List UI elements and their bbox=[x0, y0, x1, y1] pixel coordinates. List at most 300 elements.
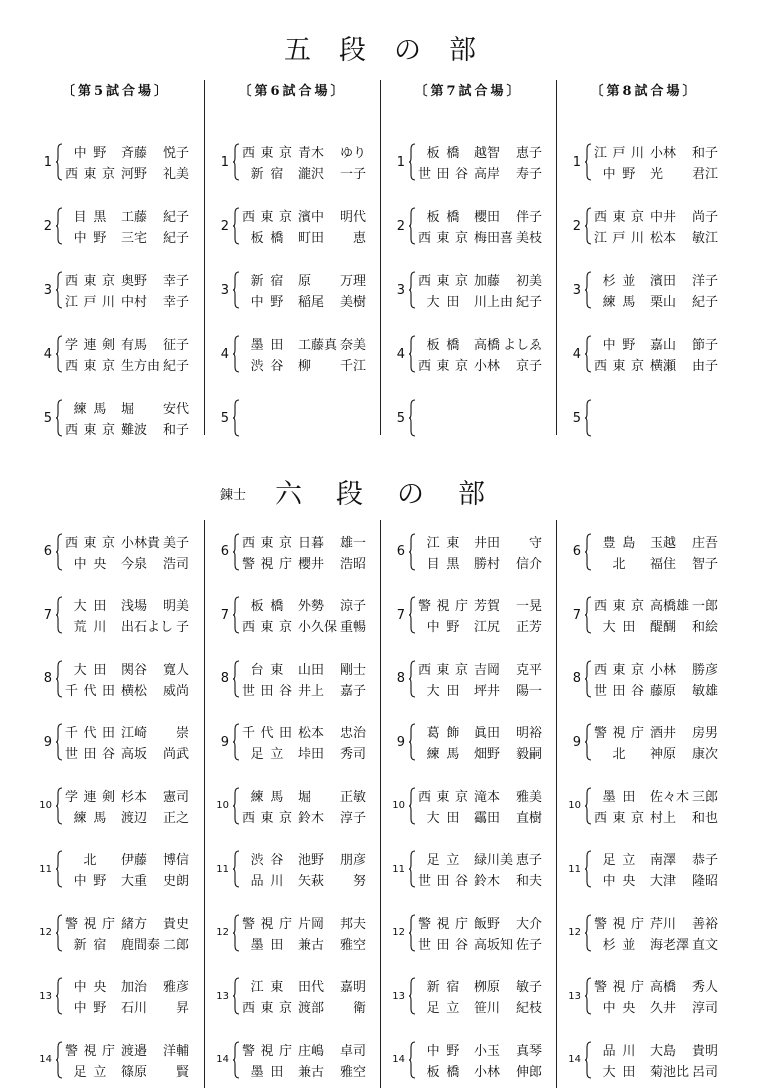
match-list bbox=[28, 520, 204, 1092]
player-name bbox=[474, 743, 542, 762]
player-name bbox=[298, 206, 366, 225]
team-char: 葛 bbox=[426, 726, 440, 742]
player-name bbox=[650, 976, 718, 995]
given-name: 君江 bbox=[691, 167, 718, 182]
player-name bbox=[474, 206, 542, 225]
given-name: 一子 bbox=[339, 167, 366, 182]
bracket-brace bbox=[408, 271, 416, 309]
team-name bbox=[594, 1061, 644, 1080]
bracket-brace bbox=[232, 660, 240, 698]
match-row bbox=[563, 584, 732, 648]
team-char: 江 bbox=[594, 146, 608, 161]
match-number: 14 bbox=[568, 1054, 581, 1066]
team-name: 北 bbox=[83, 853, 97, 869]
player-name bbox=[650, 616, 718, 635]
team-char: 代 bbox=[83, 683, 97, 699]
player-name bbox=[121, 227, 189, 246]
match-number: 2 bbox=[572, 218, 581, 234]
family-name: 工藤真 bbox=[298, 338, 338, 353]
player-entry bbox=[65, 996, 189, 1017]
player-entry bbox=[242, 869, 366, 890]
match-number: 1 bbox=[396, 154, 405, 170]
given-name: 和夫 bbox=[515, 874, 542, 890]
family-name: 菊池比 bbox=[650, 1064, 690, 1080]
team-char: 江 bbox=[594, 231, 608, 246]
given-name: 伴子 bbox=[515, 210, 542, 225]
bracket-brace bbox=[408, 723, 416, 761]
player-name bbox=[121, 270, 189, 289]
bracket-brace bbox=[55, 399, 63, 437]
team-char: 谷 bbox=[270, 359, 284, 374]
family-name: 田代 bbox=[298, 980, 325, 996]
player-name bbox=[474, 1061, 542, 1080]
section-6dan bbox=[28, 520, 732, 1088]
team-char: 東 bbox=[83, 274, 97, 289]
player-entry bbox=[242, 333, 366, 354]
team-char: 西 bbox=[65, 423, 79, 438]
bracket-brace bbox=[584, 335, 592, 373]
team-char: 橋 bbox=[446, 1064, 460, 1080]
family-name: 庄嶋 bbox=[298, 1043, 325, 1059]
given-name: 尚武 bbox=[162, 747, 189, 763]
player-entry bbox=[418, 869, 542, 890]
match-number: 8 bbox=[396, 671, 405, 687]
player-name bbox=[474, 163, 542, 182]
team-name bbox=[65, 553, 115, 572]
given-name: 衛 bbox=[352, 1001, 366, 1017]
team-char: 東 bbox=[260, 620, 274, 636]
match-row bbox=[563, 901, 732, 965]
player-name bbox=[474, 532, 542, 551]
player-pair bbox=[418, 269, 542, 311]
match-number: 11 bbox=[568, 863, 581, 875]
player-entry bbox=[65, 975, 189, 996]
family-name: 渡邉 bbox=[121, 1043, 148, 1059]
player-entry bbox=[65, 615, 189, 636]
player-pair bbox=[594, 269, 718, 311]
family-name: 玉越 bbox=[650, 535, 677, 551]
team-name bbox=[242, 595, 292, 614]
team-char: 東 bbox=[260, 535, 274, 551]
team-char: 飾 bbox=[446, 726, 460, 742]
given-name: 恵子 bbox=[515, 853, 542, 869]
team-char: 西 bbox=[594, 810, 608, 826]
given-name: 和子 bbox=[691, 146, 718, 161]
player-name bbox=[474, 913, 542, 932]
given-name: 貴史 bbox=[162, 916, 189, 932]
player-entry bbox=[242, 290, 366, 311]
team-char: 田 bbox=[622, 789, 636, 805]
player-pair bbox=[418, 912, 542, 954]
team-name bbox=[418, 849, 468, 868]
team-char: 大 bbox=[73, 662, 87, 678]
team-char: 新 bbox=[426, 980, 440, 996]
player-entry bbox=[65, 290, 189, 311]
team-name bbox=[242, 786, 292, 805]
family-name: 石川 bbox=[121, 1001, 148, 1017]
bracket-brace bbox=[584, 723, 592, 761]
team-char: 田 bbox=[83, 747, 97, 763]
given-name: 朋彦 bbox=[339, 853, 366, 869]
team-char: 練 bbox=[426, 747, 440, 763]
family-name: 稲尾 bbox=[298, 295, 325, 310]
player-name bbox=[650, 355, 718, 374]
given-name: 幸子 bbox=[162, 295, 189, 310]
player-pair bbox=[418, 141, 542, 183]
given-name: 秀人 bbox=[691, 980, 718, 996]
match-number: 14 bbox=[216, 1054, 229, 1066]
team-char: 黒 bbox=[93, 210, 107, 225]
player-name bbox=[121, 553, 189, 572]
given-name: 佐子 bbox=[515, 937, 542, 953]
player-entry bbox=[594, 354, 718, 375]
team-char: 東 bbox=[83, 359, 97, 374]
court-column bbox=[204, 80, 380, 435]
player-pair bbox=[65, 848, 189, 890]
team-name bbox=[594, 722, 644, 741]
team-name bbox=[65, 595, 115, 614]
player-pair bbox=[242, 912, 366, 954]
team-name bbox=[418, 659, 468, 678]
match-number: 11 bbox=[39, 863, 52, 875]
given-name: 克平 bbox=[515, 662, 542, 678]
team-name bbox=[418, 616, 468, 635]
given-name: 征子 bbox=[162, 338, 189, 353]
team-char: 大 bbox=[426, 683, 440, 699]
match-number: 1 bbox=[43, 154, 52, 170]
player-pair bbox=[242, 721, 366, 763]
family-name: 井上 bbox=[298, 683, 325, 699]
court-header: 〔第6試合場〕 bbox=[238, 84, 347, 99]
team-char: 西 bbox=[594, 599, 608, 615]
match-row bbox=[34, 838, 204, 902]
player-name bbox=[121, 142, 189, 161]
team-name bbox=[418, 163, 468, 182]
player-name bbox=[298, 532, 366, 551]
court-column bbox=[556, 520, 732, 1088]
given-name: 忠治 bbox=[339, 726, 366, 742]
team-char: 川 bbox=[101, 295, 115, 310]
player-name bbox=[474, 786, 542, 805]
player-name bbox=[650, 1061, 718, 1080]
team-char: 谷 bbox=[454, 167, 468, 182]
player-name bbox=[121, 398, 189, 417]
team-char: 大 bbox=[426, 295, 440, 310]
team-char: 田 bbox=[270, 937, 284, 953]
team-char: 川 bbox=[93, 620, 107, 636]
team-char: 島 bbox=[622, 535, 636, 551]
player-entry bbox=[418, 721, 542, 742]
team-char: 視 bbox=[260, 1043, 274, 1059]
bracket-brace bbox=[55, 660, 63, 698]
player-entry bbox=[594, 333, 718, 354]
match-row bbox=[563, 194, 732, 258]
player-entry bbox=[418, 418, 542, 439]
match-list bbox=[205, 520, 380, 1092]
bracket-brace bbox=[584, 533, 592, 571]
team-char: 足 bbox=[73, 1064, 87, 1080]
match-number: 9 bbox=[43, 734, 52, 750]
player-name bbox=[474, 142, 542, 161]
team-name bbox=[242, 270, 292, 289]
family-name: 坪井 bbox=[474, 683, 501, 699]
family-name: 鈴木 bbox=[474, 874, 501, 890]
player-entry bbox=[418, 785, 542, 806]
bracket-brace bbox=[232, 596, 240, 634]
player-name bbox=[121, 786, 189, 805]
player-name bbox=[650, 291, 718, 310]
given-name: ゆり bbox=[339, 146, 366, 161]
team-char: 央 bbox=[622, 874, 636, 890]
given-name: 賢 bbox=[175, 1064, 189, 1080]
team-char: 京 bbox=[454, 662, 468, 678]
team-name bbox=[65, 976, 115, 995]
player-entry bbox=[418, 594, 542, 615]
player-pair bbox=[65, 141, 189, 183]
team-char: 田 bbox=[436, 937, 450, 953]
team-char: 黒 bbox=[446, 556, 460, 572]
team-char: 中 bbox=[602, 874, 616, 890]
given-name: 安代 bbox=[162, 402, 189, 417]
team-char: 世 bbox=[418, 167, 432, 182]
given-name: 和也 bbox=[691, 810, 718, 826]
given-name: 努 bbox=[352, 874, 366, 890]
player-name bbox=[121, 913, 189, 932]
court-column bbox=[556, 80, 732, 435]
match-row bbox=[211, 901, 380, 965]
team-name bbox=[65, 743, 115, 762]
team-char: 西 bbox=[65, 535, 79, 551]
player-entry bbox=[65, 742, 189, 763]
family-name: 関谷 bbox=[121, 662, 148, 678]
team-name bbox=[242, 334, 292, 353]
team-char: 新 bbox=[250, 274, 264, 289]
player-name bbox=[298, 807, 366, 826]
player-name bbox=[298, 659, 366, 678]
player-name bbox=[650, 807, 718, 826]
given-name: 智子 bbox=[691, 556, 718, 572]
given-name: 浩司 bbox=[162, 556, 189, 572]
team-char: 中 bbox=[250, 295, 264, 310]
family-name: 横瀬 bbox=[650, 359, 677, 374]
match-number: 7 bbox=[572, 607, 581, 623]
team-char: 立 bbox=[446, 1001, 460, 1017]
player-name bbox=[121, 997, 189, 1016]
bracket-brace bbox=[55, 723, 63, 761]
given-name: 紀子 bbox=[162, 359, 189, 374]
player-pair bbox=[242, 785, 366, 827]
player-name bbox=[650, 227, 718, 246]
team-char: 庁 bbox=[278, 1043, 292, 1059]
court-column bbox=[380, 80, 556, 435]
player-name bbox=[474, 291, 542, 310]
player-entry bbox=[418, 290, 542, 311]
match-row bbox=[211, 774, 380, 838]
team-char: 杉 bbox=[602, 937, 616, 953]
given-name: 直文 bbox=[691, 937, 718, 953]
match-number: 12 bbox=[216, 927, 229, 939]
bracket-brace bbox=[408, 207, 416, 245]
family-name: 原 bbox=[298, 274, 312, 289]
player-name bbox=[121, 532, 189, 551]
player-entry bbox=[594, 269, 718, 290]
team-char: 江 bbox=[426, 535, 440, 551]
player-entry bbox=[418, 205, 542, 226]
team-char: 板 bbox=[426, 338, 440, 353]
given-name: 卓司 bbox=[339, 1043, 366, 1059]
given-name: 呂司 bbox=[691, 1064, 718, 1080]
player-entry bbox=[242, 996, 366, 1017]
match-number: 10 bbox=[568, 800, 581, 812]
player-entry bbox=[242, 912, 366, 933]
given-name: 善裕 bbox=[691, 916, 718, 932]
family-name: 鹿間泰 bbox=[121, 937, 161, 953]
player-pair bbox=[242, 848, 366, 890]
match-row bbox=[34, 901, 204, 965]
bracket-brace bbox=[584, 914, 592, 952]
team-char: 荒 bbox=[73, 620, 87, 636]
match-number: 6 bbox=[396, 544, 405, 560]
family-name: 工藤 bbox=[121, 210, 148, 225]
player-entry bbox=[242, 205, 366, 226]
given-name: 守 bbox=[528, 535, 542, 551]
bracket-brace bbox=[55, 977, 63, 1015]
given-name: 節子 bbox=[691, 338, 718, 353]
player-entry bbox=[242, 785, 366, 806]
match-number: 1 bbox=[572, 154, 581, 170]
team-char: 東 bbox=[83, 423, 97, 438]
given-name: 寿子 bbox=[515, 167, 542, 182]
match-row bbox=[211, 130, 380, 194]
family-name: 神原 bbox=[650, 747, 677, 763]
team-name bbox=[418, 976, 468, 995]
team-name bbox=[594, 976, 644, 995]
player-pair bbox=[65, 975, 189, 1017]
team-name: 北 bbox=[612, 747, 626, 763]
family-name: 高橋 bbox=[650, 980, 677, 996]
player-entry bbox=[65, 531, 189, 552]
given-name: 美樹 bbox=[339, 295, 366, 310]
team-char: 野 bbox=[93, 1001, 107, 1017]
team-char: 庁 bbox=[630, 726, 644, 742]
player-entry bbox=[242, 975, 366, 996]
player-entry bbox=[418, 354, 542, 375]
given-name: 直樹 bbox=[515, 810, 542, 826]
court-header: 〔第8試合場〕 bbox=[590, 84, 699, 99]
player-entry bbox=[594, 848, 718, 869]
player-name bbox=[474, 849, 542, 868]
player-name bbox=[650, 743, 718, 762]
player-name bbox=[298, 849, 366, 868]
team-char: 東 bbox=[612, 359, 626, 374]
player-name bbox=[298, 270, 366, 289]
player-name bbox=[121, 849, 189, 868]
team-char: 練 bbox=[250, 789, 264, 805]
given-name: 正芳 bbox=[515, 620, 542, 636]
player-entry bbox=[418, 912, 542, 933]
team-char: 谷 bbox=[278, 683, 292, 699]
team-char: 中 bbox=[426, 1043, 440, 1059]
match-number: 14 bbox=[39, 1054, 52, 1066]
family-name: 笹川 bbox=[474, 1001, 501, 1017]
player-entry bbox=[242, 226, 366, 247]
team-char: 墨 bbox=[250, 1064, 264, 1080]
team-char: 野 bbox=[622, 338, 636, 353]
bracket-brace bbox=[55, 335, 63, 373]
bracket-brace bbox=[408, 596, 416, 634]
family-name: 櫻井 bbox=[298, 556, 325, 572]
team-name bbox=[418, 1061, 468, 1080]
match-number: 12 bbox=[568, 927, 581, 939]
team-name bbox=[594, 270, 644, 289]
match-number: 10 bbox=[39, 800, 52, 812]
family-name: 緒方 bbox=[121, 916, 148, 932]
player-pair bbox=[418, 531, 542, 573]
team-name bbox=[418, 680, 468, 699]
match-number: 3 bbox=[220, 282, 229, 298]
match-list bbox=[205, 130, 380, 450]
family-name: 加藤 bbox=[474, 274, 501, 289]
team-name bbox=[65, 334, 115, 353]
team-char: 視 bbox=[612, 916, 626, 932]
player-name bbox=[650, 997, 718, 1016]
family-name: 松本 bbox=[650, 231, 677, 246]
team-name bbox=[242, 227, 292, 246]
bracket-brace bbox=[55, 143, 63, 181]
family-name: 難波 bbox=[121, 423, 148, 438]
given-name: 大介 bbox=[515, 916, 542, 932]
player-name bbox=[298, 997, 366, 1016]
player-name bbox=[121, 807, 189, 826]
match-number: 5 bbox=[572, 410, 581, 426]
team-name bbox=[594, 206, 644, 225]
team-name bbox=[594, 659, 644, 678]
bracket-brace bbox=[232, 207, 240, 245]
team-name bbox=[418, 334, 468, 353]
player-entry bbox=[594, 531, 718, 552]
team-name bbox=[65, 616, 115, 635]
player-entry bbox=[594, 290, 718, 311]
given-name: 昇 bbox=[175, 1001, 189, 1017]
player-entry bbox=[594, 418, 718, 439]
player-name bbox=[650, 786, 718, 805]
team-char: 川 bbox=[630, 231, 644, 246]
match-row bbox=[387, 1028, 556, 1092]
team-name bbox=[594, 913, 644, 932]
player-pair bbox=[594, 1039, 718, 1081]
player-entry bbox=[594, 785, 718, 806]
player-name bbox=[474, 680, 542, 699]
bracket-brace bbox=[232, 850, 240, 888]
match-number: 5 bbox=[43, 410, 52, 426]
player-pair bbox=[594, 785, 718, 827]
player-entry bbox=[594, 615, 718, 636]
given-name: 洋輔 bbox=[162, 1043, 189, 1059]
team-char: 学 bbox=[65, 789, 79, 805]
player-entry bbox=[418, 162, 542, 183]
player-entry bbox=[242, 742, 366, 763]
match-row bbox=[387, 322, 556, 386]
player-name bbox=[298, 1061, 366, 1080]
player-entry bbox=[594, 397, 718, 418]
player-entry bbox=[65, 594, 189, 615]
team-char: 中 bbox=[602, 1001, 616, 1017]
team-name bbox=[418, 786, 468, 805]
team-name bbox=[418, 870, 468, 889]
team-char: 田 bbox=[446, 295, 460, 310]
match-row bbox=[211, 584, 380, 648]
team-char: 墨 bbox=[250, 338, 264, 353]
